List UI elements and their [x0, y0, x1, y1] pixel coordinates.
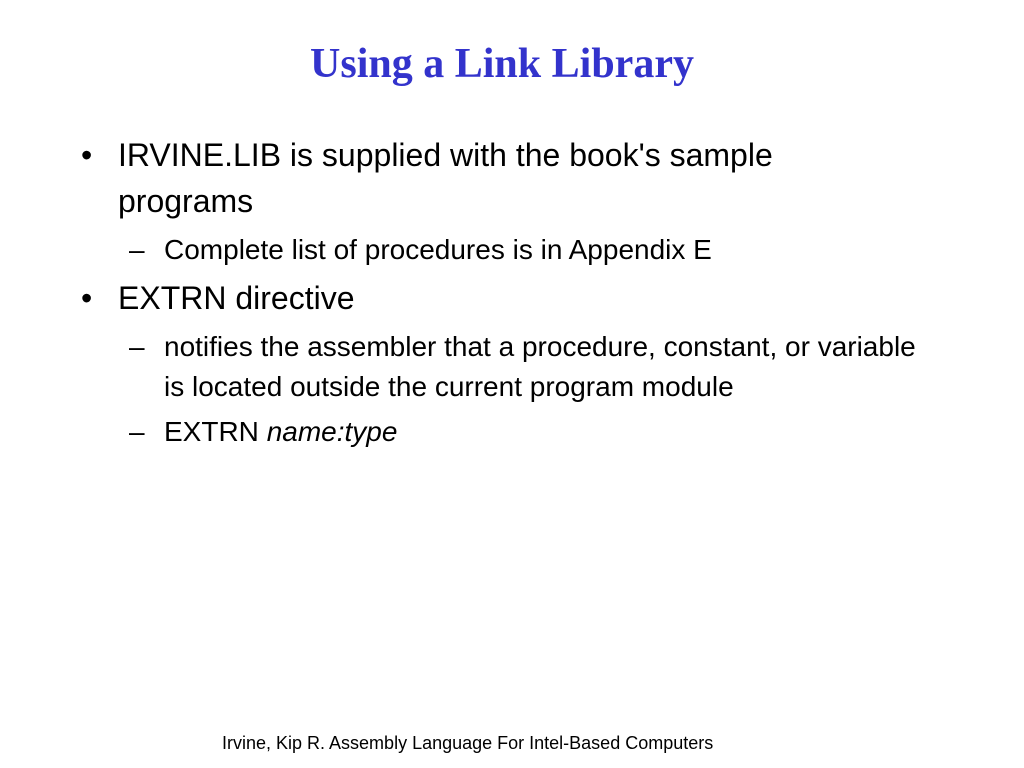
bullet-item-irvine-lib [81, 132, 878, 224]
bullet-item-extrn-directive [81, 275, 878, 321]
slide-content [0, 132, 1024, 457]
subitem-italic-text: name:type [266, 416, 398, 447]
subitem-appendix-e [129, 230, 934, 270]
subitem-notifies-assembler [129, 327, 934, 407]
bullet-icon: • [81, 137, 93, 173]
subitem-extrn-syntax [129, 412, 934, 452]
slide-footer: Irvine, Kip R. Assembly Language For Intel-Based Computers [222, 733, 714, 753]
subitem-text: EXTRN [164, 416, 267, 447]
slide-title: Using a Link Library [310, 41, 694, 87]
subitem-text: notifies the assembler that a procedure, constant, or variable is located outside the current program module [164, 331, 916, 402]
bullet-text: IRVINE.LIB is supplied with the book's sample programs [118, 137, 773, 219]
dash-icon: – [129, 416, 145, 447]
bullet-text: EXTRN directive [118, 280, 355, 316]
dash-icon: – [129, 234, 145, 265]
subitem-text: Complete list of procedures is in Appendix E [164, 234, 712, 265]
bullet-icon: • [81, 280, 93, 316]
dash-icon: – [129, 331, 145, 362]
